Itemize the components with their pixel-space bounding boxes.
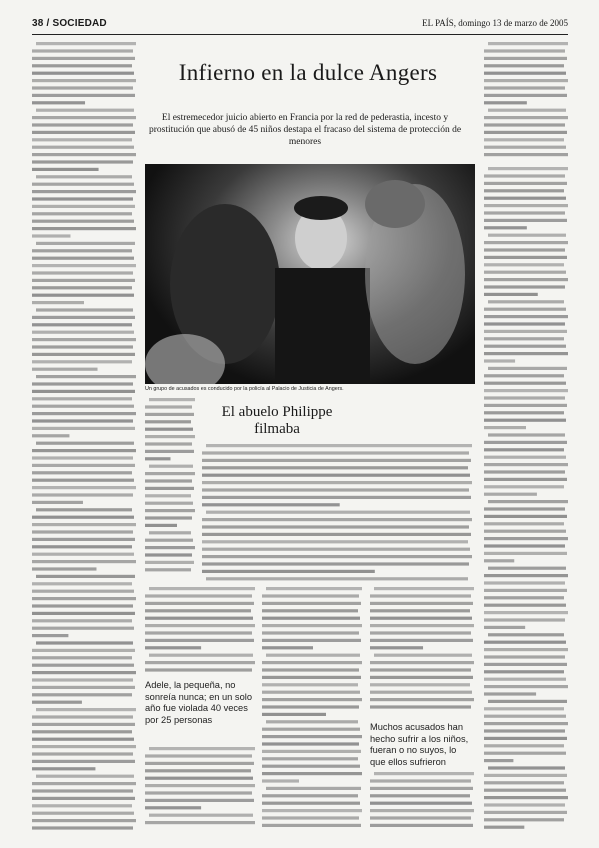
sidebar-title: El abuelo Philippe filmaba xyxy=(221,404,333,437)
article-title: Infierno en la dulce Angers xyxy=(178,60,438,85)
left-column-text xyxy=(32,40,136,830)
pullquote-left: Adele, la pequeña, no sonreía nunca; en un solo año fue violada 40 veces por 25 personas xyxy=(145,680,252,725)
section-label: 38 / SOCIEDAD xyxy=(32,18,107,29)
photo-figures xyxy=(145,164,475,384)
article-subtitle: El estremecedor juicio abierto en Francia por la red de pederastia, incesto y prostitución que abusó de 45 niños destapa el fracaso del sistema de protección de menores xyxy=(148,113,462,147)
bottom-col-a2 xyxy=(145,745,255,830)
right-top-column-text xyxy=(484,40,568,160)
bottom-col-a xyxy=(145,585,255,675)
header-rule xyxy=(32,34,568,35)
page-header xyxy=(32,16,568,32)
newspaper-date: EL PAÍS, domingo 13 de marzo de 2005 xyxy=(422,18,568,28)
bottom-col-b xyxy=(262,585,362,830)
bottom-col-c xyxy=(370,585,474,715)
sidebar-columns-text xyxy=(202,442,472,582)
photo-caption: Un grupo de acusados es conducido por la policía al Palacio de Justicia de Angers. xyxy=(145,386,344,392)
article-photo xyxy=(145,164,475,384)
pullquote-right: Muchos acusados han hecho sufrir a los niños, fueran o no suyos, lo que ellos sufrieron xyxy=(370,722,469,767)
right-column-text xyxy=(484,165,568,830)
mid-left-column-text xyxy=(145,396,195,576)
bottom-col-c2 xyxy=(370,770,474,830)
body-text-lines xyxy=(32,40,136,830)
